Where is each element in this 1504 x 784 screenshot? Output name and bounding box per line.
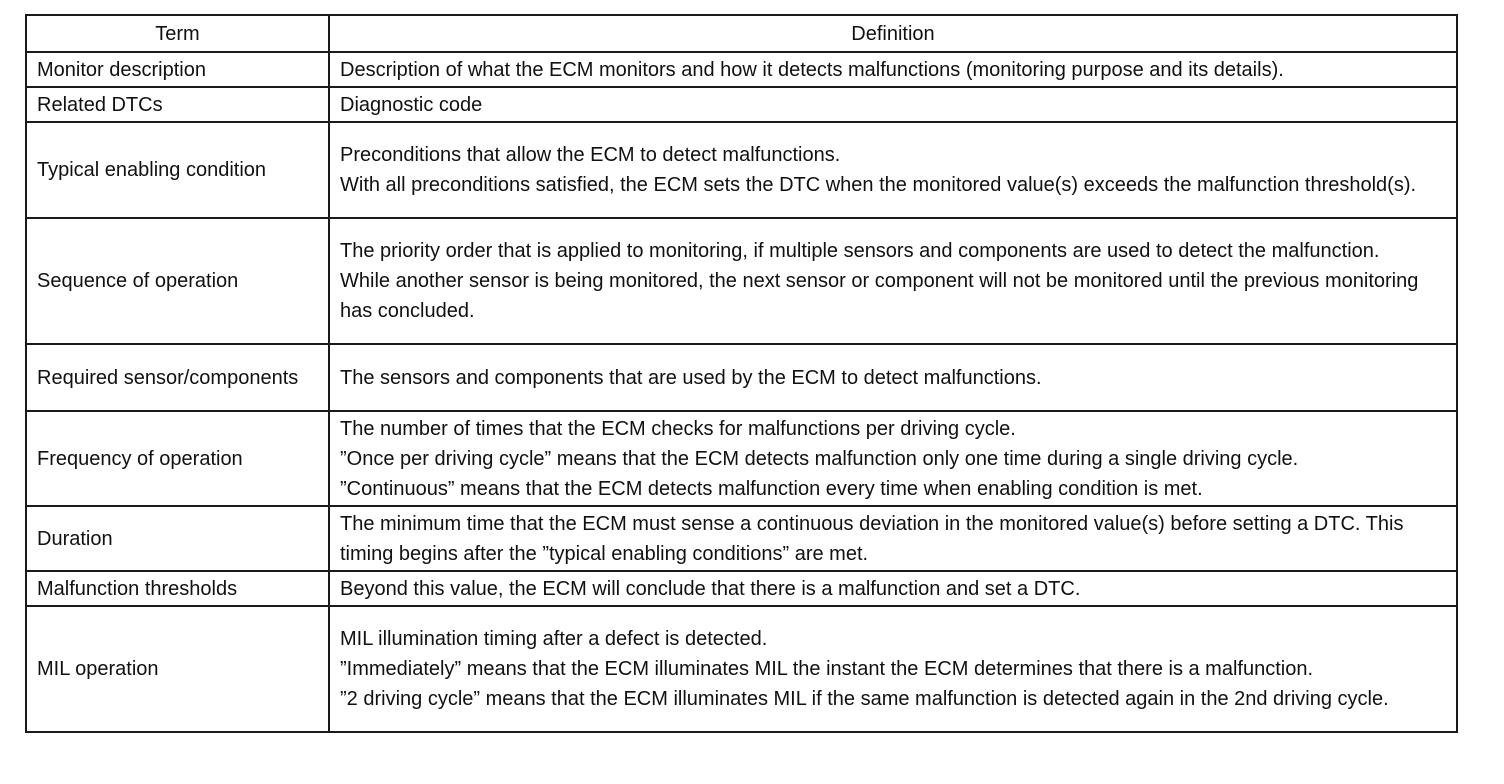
definition-line: Beyond this value, the ECM will conclude that there is a malfunction and set a DTC. — [340, 577, 1081, 600]
definition-cell — [329, 506, 1457, 571]
term-column-header: Term — [26, 15, 329, 52]
definition-line: The priority order that is applied to monitoring, if multiple sensors and components are used to detect the malfunction. — [340, 240, 1380, 262]
terms-table — [25, 14, 1458, 733]
table-row — [26, 52, 1457, 87]
definition-cell — [329, 411, 1457, 506]
table-row — [26, 606, 1457, 732]
table-row — [26, 411, 1457, 506]
table-row — [26, 218, 1457, 344]
term-cell: Frequency of operation — [26, 411, 329, 506]
term-cell: Required sensor/components — [26, 344, 329, 411]
definition-line: The number of times that the ECM checks for malfunctions per driving cycle. — [340, 417, 1016, 440]
definition-line: ”2 driving cycle” means that the ECM illuminates MIL if the same malfunction is detected again in the 2nd driving cycle. — [340, 688, 1389, 710]
term-cell: Duration — [26, 506, 329, 571]
definition-line: Description of what the ECM monitors and how it detects malfunctions (monitoring purpose and its details). — [340, 58, 1284, 81]
definition-line: With all preconditions satisfied, the ECM sets the DTC when the monitored value(s) exceeds the malfunction threshold(s). — [340, 174, 1417, 196]
definition-cell — [329, 87, 1457, 122]
definition-cell — [329, 344, 1457, 411]
definition-cell — [329, 606, 1457, 732]
definition-line: ”Continuous” means that the ECM detects malfunction every time when enabling condition is met. — [340, 477, 1203, 500]
table-row — [26, 87, 1457, 122]
table-row — [26, 344, 1457, 411]
table-header-row — [26, 15, 1457, 52]
term-cell: Typical enabling condition — [26, 122, 329, 218]
definition-line: Preconditions that allow the ECM to detect malfunctions. — [340, 144, 841, 166]
table-row — [26, 122, 1457, 218]
term-cell: Sequence of operation — [26, 218, 329, 344]
definition-cell — [329, 52, 1457, 87]
term-cell: Malfunction thresholds — [26, 571, 329, 606]
definition-line: ”Immediately” means that the ECM illuminates MIL the instant the ECM determines that there is a malfunction. — [340, 658, 1314, 680]
definition-cell — [329, 122, 1457, 218]
term-cell: MIL operation — [26, 606, 329, 732]
table-row — [26, 571, 1457, 606]
definition-column-header: Definition — [329, 15, 1457, 52]
definition-line: MIL illumination timing after a defect is detected. — [340, 628, 768, 650]
table-row — [26, 506, 1457, 571]
definition-cell — [329, 218, 1457, 344]
definition-line: The sensors and components that are used by the ECM to detect malfunctions. — [340, 366, 1042, 389]
definition-line: Diagnostic code — [340, 93, 483, 116]
definition-line: While another sensor is being monitored, the next sensor or component will not be monitored until the previous monitoring has concluded. — [340, 270, 1419, 322]
term-cell: Related DTCs — [26, 87, 329, 122]
definition-line: The minimum time that the ECM must sense a continuous deviation in the monitored value(s) before setting a DTC. This timing begins after the ”typical enabling conditions” are met. — [340, 512, 1404, 565]
definition-line: ”Once per driving cycle” means that the ECM detects malfunction only one time during a single driving cycle. — [340, 447, 1299, 470]
term-cell: Monitor description — [26, 52, 329, 87]
definition-cell — [329, 571, 1457, 606]
